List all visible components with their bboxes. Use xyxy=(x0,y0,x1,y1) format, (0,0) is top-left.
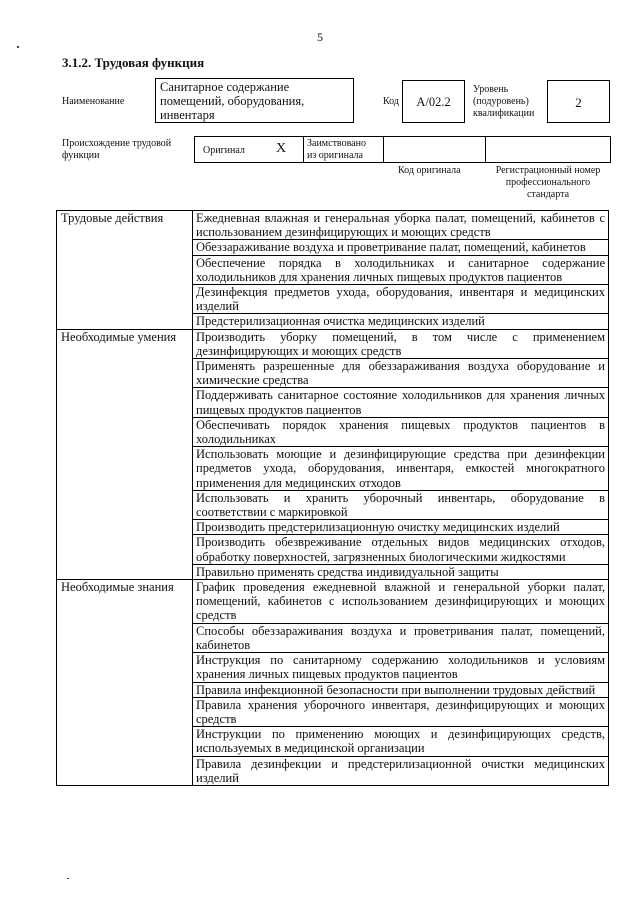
reg-caption-line-1: Регистрационный номер xyxy=(495,165,601,176)
labor-action-item: Дезинфекция предметов ухода, оборудования, инвентаря и медицинских изделий xyxy=(193,285,609,314)
required-knowledge-label: Необходимые знания xyxy=(57,580,193,786)
skill-item: Поддерживать санитарное состояние холодильников для хранения личных пищевых продуктов пациентов xyxy=(193,388,609,417)
name-label: Наименование xyxy=(62,96,125,107)
code-value-box xyxy=(402,80,465,123)
origin-table xyxy=(194,136,611,163)
knowledge-item: График проведения ежедневной влажной и генеральной уборки палат, помещений, кабинетов с использованием дезинфицирующих и моющих средств xyxy=(193,580,609,624)
knowledge-item: Правила дезинфекции и предстерилизационной очистки медицинских изделий xyxy=(193,756,609,785)
labor-function-table xyxy=(56,210,609,786)
code-original-caption: Код оригинала xyxy=(398,165,461,176)
knowledge-item: Инструкция по санитарному содержанию холодильников и условиям хранения личных пищевых продуктов пациентов xyxy=(193,653,609,682)
skill-item: Производить обезвреживание отдельных видов медицинских отходов, обработку поверхностей, загрязненных биологическими жидкостями xyxy=(193,535,609,564)
section-title: 3.1.2. Трудовая функция xyxy=(62,55,205,70)
skill-item: Производить предстерилизационную очистку медицинских изделий xyxy=(193,520,609,535)
skill-item: Использовать и хранить уборочный инвентарь, оборудование в соответствии с маркировкой xyxy=(193,490,609,519)
origin-divider-3 xyxy=(485,136,486,163)
scan-speck xyxy=(67,878,69,879)
name-value-box xyxy=(155,78,354,123)
reg-number-caption xyxy=(488,165,608,201)
origin-divider-2 xyxy=(383,136,384,163)
name-value: Санитарное содержание помещений, оборудования, инвентаря xyxy=(160,80,305,122)
labor-action-item: Обеспечение порядка в холодильниках и санитарное содержание холодильников для хранения личных пищевых продуктов пациентов xyxy=(193,255,609,284)
knowledge-item: Правила хранения уборочного инвентаря, дезинфицирующих и моющих средств xyxy=(193,697,609,726)
borrowed-label xyxy=(307,138,366,162)
knowledge-item: Правила инфекционной безопасности при выполнении трудовых действий xyxy=(193,682,609,697)
labor-action-item: Обеззараживание воздуха и проветривание палат, помещений, кабинетов xyxy=(193,240,609,255)
level-value-box xyxy=(547,80,610,123)
scan-speck xyxy=(17,46,19,48)
required-skills-label: Необходимые умения xyxy=(57,329,193,579)
skill-item: Обеспечивать порядок хранения пищевых продуктов пациентов в холодильниках xyxy=(193,417,609,446)
table-row xyxy=(57,211,609,240)
level-label-line-3: квалификации xyxy=(473,108,535,119)
origin-label-line-2: функции xyxy=(62,150,100,161)
skill-item: Использовать моющие и дезинфицирующие средства при дезинфекции предметов ухода, оборудования, инвентаря, емкостей многократного применения для медицинских отходов xyxy=(193,447,609,491)
labor-action-item: Ежедневная влажная и генеральная уборка палат, помещений, кабинетов с использованием дезинфицирующих и моющих средств xyxy=(193,211,609,240)
labor-action-item: Предстерилизационная очистка медицинских изделий xyxy=(193,314,609,329)
code-value: А/02.2 xyxy=(416,95,451,109)
original-mark: X xyxy=(276,141,287,156)
original-label: Оригинал xyxy=(203,145,245,156)
borrowed-label-line-1: Заимствовано xyxy=(307,138,366,149)
borrowed-label-line-2: из оригинала xyxy=(307,150,363,161)
level-value: 2 xyxy=(575,95,582,110)
skill-item: Применять разрешенные для обеззараживания воздуха оборудование и химические средства xyxy=(193,359,609,388)
table-row xyxy=(57,329,609,358)
skill-item: Производить уборку помещений, в том числе с применением дезинфицирующих и моющих средств xyxy=(193,329,609,358)
origin-label xyxy=(62,138,171,162)
reg-caption-line-3: стандарта xyxy=(526,189,570,200)
origin-label-line-1: Происхождение трудовой xyxy=(62,138,172,149)
labor-actions-label: Трудовые действия xyxy=(57,211,193,330)
code-label: Код xyxy=(383,96,399,107)
page-number: 5 xyxy=(317,30,323,44)
level-label-line-2: (подуровень) xyxy=(473,96,529,107)
knowledge-item: Инструкции по применению моющих и дезинфицирующих средств, используемых в медицинской организации xyxy=(193,727,609,756)
knowledge-item: Способы обеззараживания воздуха и проветривания палат, помещений, кабинетов xyxy=(193,623,609,652)
level-label xyxy=(473,84,534,120)
table-row xyxy=(57,580,609,624)
level-label-line-1: Уровень xyxy=(473,84,509,95)
origin-divider-1 xyxy=(303,136,304,163)
reg-caption-line-2: профессионального xyxy=(505,177,591,188)
skill-item: Правильно применять средства индивидуальной защиты xyxy=(193,564,609,579)
